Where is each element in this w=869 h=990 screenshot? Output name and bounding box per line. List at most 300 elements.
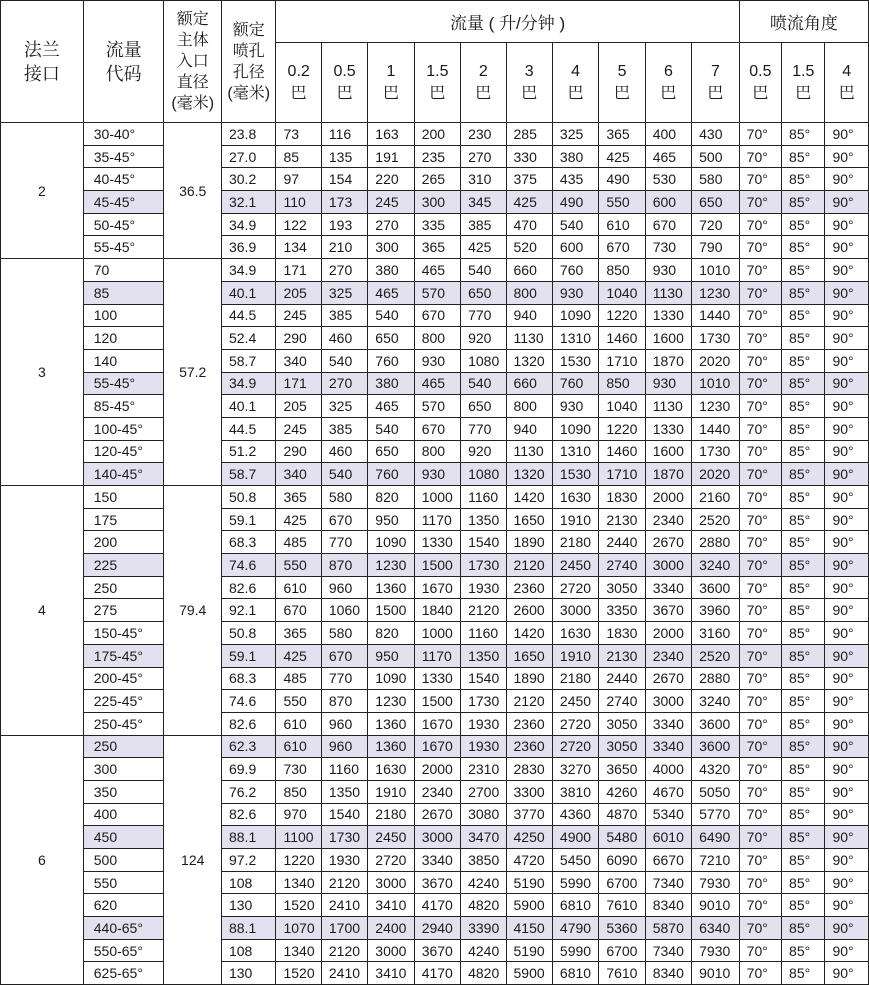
flow-cell: 1100 — [276, 826, 321, 849]
pressure-header-1: 0.5 巴 — [321, 43, 367, 123]
flow-cell: 1090 — [552, 417, 598, 440]
code-cell: 275 — [83, 599, 164, 622]
angle-cell: 90° — [825, 917, 869, 940]
flow-cell: 1090 — [552, 304, 598, 327]
flow-cell: 1700 — [321, 917, 367, 940]
angle-cell: 90° — [825, 690, 869, 713]
angle-cell: 70° — [739, 440, 781, 463]
flow-cell: 1330 — [645, 417, 691, 440]
code-cell: 450 — [83, 826, 164, 849]
flow-cell: 4900 — [552, 826, 598, 849]
flow-cell: 2520 — [692, 644, 740, 667]
flow-cell: 490 — [552, 191, 598, 214]
angle-group-header: 喷流角度 — [739, 1, 868, 43]
flow-cell: 1070 — [276, 917, 321, 940]
flow-cell: 116 — [321, 123, 367, 146]
flow-cell: 3240 — [692, 554, 740, 577]
flow-cell: 2000 — [414, 758, 460, 781]
flow-cell: 580 — [321, 622, 367, 645]
flow-cell: 122 — [276, 213, 321, 236]
flow-cell: 465 — [368, 281, 414, 304]
flow-cell: 2340 — [414, 780, 460, 803]
angle-cell: 85° — [782, 191, 825, 214]
code-cell: 150 — [83, 486, 164, 509]
flow-cell: 310 — [461, 168, 506, 191]
orifice-cell: 40.1 — [221, 281, 275, 304]
flow-cell: 5990 — [552, 939, 598, 962]
code-header: 流量 代码 — [83, 1, 164, 123]
angle-cell: 90° — [825, 644, 869, 667]
angle-cell: 70° — [739, 554, 781, 577]
angle-cell: 90° — [825, 327, 869, 350]
flow-cell: 2670 — [645, 667, 691, 690]
orifice-cell: 69.9 — [221, 758, 275, 781]
inlet-cell: 57.2 — [164, 259, 222, 486]
orifice-cell: 23.8 — [221, 123, 275, 146]
angle-cell: 85° — [782, 826, 825, 849]
flow-cell: 7930 — [692, 939, 740, 962]
flow-cell: 1360 — [368, 576, 414, 599]
flow-cell: 4670 — [645, 780, 691, 803]
flow-cell: 850 — [599, 259, 645, 282]
angle-cell: 70° — [739, 531, 781, 554]
flow-cell: 850 — [599, 372, 645, 395]
flow-cell: 1220 — [276, 849, 321, 872]
flow-cell: 300 — [368, 236, 414, 259]
flow-cell: 1910 — [368, 780, 414, 803]
flow-cell: 1870 — [645, 349, 691, 372]
flow-cell: 4000 — [645, 758, 691, 781]
flow-cell: 430 — [692, 123, 740, 146]
orifice-cell: 30.2 — [221, 168, 275, 191]
orifice-cell: 40.1 — [221, 395, 275, 418]
flow-cell: 230 — [461, 123, 506, 146]
flow-cell: 1090 — [368, 531, 414, 554]
angle-cell: 90° — [825, 735, 869, 758]
angle-cell: 70° — [739, 917, 781, 940]
angle-cell: 90° — [825, 236, 869, 259]
table-row — [1, 281, 869, 304]
pressure-header-6: 4 巴 — [552, 43, 598, 123]
pressure-header-0: 0.2 巴 — [276, 43, 321, 123]
flow-cell: 2120 — [506, 554, 552, 577]
flow-cell: 365 — [276, 622, 321, 645]
flow-cell: 1830 — [599, 486, 645, 509]
code-cell: 175-45° — [83, 644, 164, 667]
flow-cell: 2830 — [506, 758, 552, 781]
angle-cell: 90° — [825, 667, 869, 690]
code-cell: 250 — [83, 735, 164, 758]
flow-cell: 85 — [276, 145, 321, 168]
flow-cell: 1160 — [461, 486, 506, 509]
table-row — [1, 259, 869, 282]
angle-cell: 90° — [825, 508, 869, 531]
flow-cell: 134 — [276, 236, 321, 259]
flow-cell: 600 — [552, 236, 598, 259]
inlet-header: 额定 主体 入口 直径 (毫米) — [164, 1, 222, 123]
flow-cell: 930 — [414, 463, 460, 486]
flow-cell: 3000 — [414, 826, 460, 849]
flow-cell: 7930 — [692, 871, 740, 894]
flow-cell: 1730 — [692, 327, 740, 350]
flow-cell: 2740 — [599, 554, 645, 577]
flow-cell: 3300 — [506, 780, 552, 803]
orifice-cell: 50.8 — [221, 486, 275, 509]
table-row — [1, 712, 869, 735]
flow-cell: 650 — [461, 281, 506, 304]
orifice-cell: 58.7 — [221, 349, 275, 372]
flow-cell: 930 — [552, 395, 598, 418]
angle-cell: 90° — [825, 281, 869, 304]
flow-cell: 193 — [321, 213, 367, 236]
angle-cell: 90° — [825, 395, 869, 418]
flow-cell: 3390 — [461, 917, 506, 940]
flow-cell: 460 — [321, 327, 367, 350]
flow-cell: 1670 — [414, 712, 460, 735]
flow-cell: 570 — [414, 395, 460, 418]
flow-cell: 760 — [552, 259, 598, 282]
flow-cell: 5190 — [506, 939, 552, 962]
flow-cell: 500 — [692, 145, 740, 168]
angle-cell: 70° — [739, 962, 781, 985]
flow-cell: 1670 — [414, 576, 460, 599]
angle-cell: 70° — [739, 712, 781, 735]
flow-cell: 3470 — [461, 826, 506, 849]
flow-cell: 5190 — [506, 871, 552, 894]
flow-cell: 245 — [276, 417, 321, 440]
angle-cell: 85° — [782, 281, 825, 304]
angle-cell: 90° — [825, 712, 869, 735]
flow-cell: 465 — [645, 145, 691, 168]
flow-cell: 1520 — [276, 894, 321, 917]
code-cell: 120-45° — [83, 440, 164, 463]
flow-cell: 2520 — [692, 508, 740, 531]
header-row-top — [1, 1, 869, 43]
flow-cell: 800 — [506, 281, 552, 304]
inlet-cell: 79.4 — [164, 486, 222, 736]
angle-cell: 70° — [739, 780, 781, 803]
flow-cell: 3000 — [368, 939, 414, 962]
flow-cell: 385 — [321, 304, 367, 327]
flow-cell: 2670 — [645, 531, 691, 554]
flow-cell: 920 — [461, 440, 506, 463]
flow-cell: 97 — [276, 168, 321, 191]
flow-cell: 3670 — [414, 939, 460, 962]
angle-cell: 70° — [739, 281, 781, 304]
angle-cell: 85° — [782, 599, 825, 622]
flow-cell: 960 — [321, 712, 367, 735]
code-cell: 250 — [83, 576, 164, 599]
flow-cell: 1160 — [461, 622, 506, 645]
flow-cell: 465 — [368, 395, 414, 418]
flow-cell: 770 — [321, 667, 367, 690]
flow-cell: 2440 — [599, 667, 645, 690]
flow-cell: 1630 — [552, 622, 598, 645]
flow-cell: 1890 — [506, 531, 552, 554]
angle-cell: 70° — [739, 939, 781, 962]
angle-cell: 85° — [782, 939, 825, 962]
angle-cell: 90° — [825, 168, 869, 191]
table-row — [1, 395, 869, 418]
angle-pressure-header-0: 0.5 巴 — [739, 43, 781, 123]
angle-cell: 90° — [825, 123, 869, 146]
angle-cell: 70° — [739, 622, 781, 645]
inlet-cell: 36.5 — [164, 123, 222, 259]
code-cell: 40-45° — [83, 168, 164, 191]
flow-cell: 290 — [276, 440, 321, 463]
code-cell: 55-45° — [83, 372, 164, 395]
flow-cell: 2400 — [368, 917, 414, 940]
flow-cell: 1230 — [692, 281, 740, 304]
flow-cell: 2880 — [692, 531, 740, 554]
flow-cell: 4170 — [414, 894, 460, 917]
angle-pressure-header-2: 4 巴 — [825, 43, 869, 123]
flow-cell: 6010 — [645, 826, 691, 849]
flow-cell: 270 — [321, 372, 367, 395]
flow-cell: 5450 — [552, 849, 598, 872]
flow-cell: 2600 — [506, 599, 552, 622]
flow-cell: 3600 — [692, 735, 740, 758]
table-row — [1, 622, 869, 645]
code-cell: 140 — [83, 349, 164, 372]
flow-cell: 960 — [321, 735, 367, 758]
flow-cell: 2440 — [599, 531, 645, 554]
flow-cell: 920 — [461, 327, 506, 350]
angle-cell: 90° — [825, 803, 869, 826]
flow-cell: 1130 — [645, 395, 691, 418]
flow-cell: 3410 — [368, 962, 414, 985]
flow-cell: 1440 — [692, 304, 740, 327]
flow-cell: 2670 — [414, 803, 460, 826]
code-cell: 200-45° — [83, 667, 164, 690]
angle-cell: 70° — [739, 236, 781, 259]
flow-cell: 940 — [506, 417, 552, 440]
flow-cell: 154 — [321, 168, 367, 191]
flow-cell: 1220 — [599, 417, 645, 440]
flow-cell: 1230 — [368, 554, 414, 577]
flow-cell: 1160 — [321, 758, 367, 781]
angle-cell: 85° — [782, 395, 825, 418]
orifice-cell: 130 — [221, 894, 275, 917]
flow-cell: 1230 — [692, 395, 740, 418]
flow-cell: 850 — [276, 780, 321, 803]
orifice-cell: 27.0 — [221, 145, 275, 168]
table-row — [1, 849, 869, 872]
flow-cell: 385 — [321, 417, 367, 440]
orifice-cell: 82.6 — [221, 803, 275, 826]
flow-cell: 3650 — [599, 758, 645, 781]
flow-cell: 760 — [368, 463, 414, 486]
flow-cell: 4720 — [506, 849, 552, 872]
flow-cell: 960 — [321, 576, 367, 599]
flow-cell: 870 — [321, 690, 367, 713]
code-cell: 175 — [83, 508, 164, 531]
flow-cell: 3350 — [599, 599, 645, 622]
code-cell: 100 — [83, 304, 164, 327]
flow-cell: 1840 — [414, 599, 460, 622]
flow-cell: 720 — [692, 213, 740, 236]
table-row — [1, 327, 869, 350]
flow-cell: 730 — [276, 758, 321, 781]
flow-cell: 1340 — [276, 939, 321, 962]
flow-cell: 950 — [368, 644, 414, 667]
angle-cell: 85° — [782, 667, 825, 690]
flow-cell: 2310 — [461, 758, 506, 781]
angle-cell: 90° — [825, 349, 869, 372]
flow-cell: 6810 — [552, 894, 598, 917]
flow-cell: 800 — [414, 327, 460, 350]
flow-cell: 6090 — [599, 849, 645, 872]
orifice-cell: 74.6 — [221, 690, 275, 713]
flow-cell: 3340 — [645, 712, 691, 735]
flow-cell: 191 — [368, 145, 414, 168]
flow-cell: 870 — [321, 554, 367, 577]
angle-cell: 70° — [739, 576, 781, 599]
flow-cell: 1650 — [506, 644, 552, 667]
flow-cell: 1890 — [506, 667, 552, 690]
table-row — [1, 576, 869, 599]
angle-cell: 90° — [825, 894, 869, 917]
code-cell: 225-45° — [83, 690, 164, 713]
angle-cell: 85° — [782, 417, 825, 440]
flow-cell: 1460 — [599, 327, 645, 350]
flow-cell: 570 — [414, 281, 460, 304]
flow-cell: 1130 — [506, 327, 552, 350]
flow-cell: 9010 — [692, 894, 740, 917]
flow-cell: 1420 — [506, 622, 552, 645]
flow-cell: 270 — [321, 259, 367, 282]
table-row — [1, 145, 869, 168]
flow-cell: 2450 — [552, 554, 598, 577]
angle-cell: 70° — [739, 304, 781, 327]
flow-cell: 285 — [506, 123, 552, 146]
flow-cell: 3410 — [368, 894, 414, 917]
angle-cell: 85° — [782, 304, 825, 327]
flow-cell: 425 — [506, 191, 552, 214]
flow-cell: 2740 — [599, 690, 645, 713]
flange-cell: 3 — [1, 259, 84, 486]
flow-cell: 365 — [414, 236, 460, 259]
flow-cell: 3050 — [599, 712, 645, 735]
flow-cell: 600 — [645, 191, 691, 214]
angle-cell: 70° — [739, 145, 781, 168]
flow-cell: 470 — [506, 213, 552, 236]
orifice-cell: 88.1 — [221, 917, 275, 940]
flow-cell: 345 — [461, 191, 506, 214]
flow-cell: 610 — [599, 213, 645, 236]
flow-cell: 163 — [368, 123, 414, 146]
angle-cell: 85° — [782, 508, 825, 531]
flow-cell: 1130 — [506, 440, 552, 463]
flow-cell: 205 — [276, 395, 321, 418]
flow-cell: 1540 — [461, 667, 506, 690]
flow-cell: 670 — [414, 304, 460, 327]
pressure-header-9: 7 巴 — [692, 43, 740, 123]
flow-cell: 1010 — [692, 372, 740, 395]
flow-cell: 540 — [461, 372, 506, 395]
angle-cell: 70° — [739, 849, 781, 872]
angle-cell: 70° — [739, 123, 781, 146]
flow-cell: 1630 — [552, 486, 598, 509]
angle-cell: 70° — [739, 417, 781, 440]
orifice-cell: 34.9 — [221, 213, 275, 236]
flow-cell: 3270 — [552, 758, 598, 781]
flow-cell: 1040 — [599, 281, 645, 304]
flow-cell: 1870 — [645, 463, 691, 486]
orifice-cell: 108 — [221, 871, 275, 894]
flow-cell: 800 — [414, 440, 460, 463]
angle-cell: 70° — [739, 826, 781, 849]
flow-cell: 1310 — [552, 327, 598, 350]
flow-cell: 550 — [599, 191, 645, 214]
orifice-cell: 52.4 — [221, 327, 275, 350]
flow-cell: 1350 — [461, 644, 506, 667]
flow-cell: 1910 — [552, 508, 598, 531]
flow-cell: 1930 — [461, 735, 506, 758]
flow-cell: 760 — [368, 349, 414, 372]
flow-cell: 1830 — [599, 622, 645, 645]
angle-cell: 85° — [782, 349, 825, 372]
angle-cell: 90° — [825, 191, 869, 214]
angle-cell: 85° — [782, 123, 825, 146]
table-row — [1, 690, 869, 713]
angle-cell: 85° — [782, 803, 825, 826]
table-row — [1, 486, 869, 509]
flow-cell: 220 — [368, 168, 414, 191]
angle-cell: 85° — [782, 780, 825, 803]
flow-cell: 670 — [414, 417, 460, 440]
table-row — [1, 213, 869, 236]
code-cell: 620 — [83, 894, 164, 917]
flow-cell: 1080 — [461, 349, 506, 372]
orifice-cell: 32.1 — [221, 191, 275, 214]
flow-cell: 1360 — [368, 712, 414, 735]
code-cell: 400 — [83, 803, 164, 826]
flow-cell: 5900 — [506, 894, 552, 917]
orifice-cell: 51.2 — [221, 440, 275, 463]
flow-cell: 1930 — [461, 576, 506, 599]
flow-cell: 73 — [276, 123, 321, 146]
flow-cell: 6340 — [692, 917, 740, 940]
flow-cell: 610 — [276, 735, 321, 758]
flow-group-header: 流量 ( 升/分钟 ) — [276, 1, 739, 43]
angle-cell: 85° — [782, 327, 825, 350]
flow-cell: 2130 — [599, 508, 645, 531]
flow-cell: 3960 — [692, 599, 740, 622]
flow-cell: 3340 — [645, 576, 691, 599]
angle-cell: 90° — [825, 259, 869, 282]
angle-cell: 85° — [782, 622, 825, 645]
flow-cell: 173 — [321, 191, 367, 214]
flow-cell: 3600 — [692, 712, 740, 735]
flow-cell: 6490 — [692, 826, 740, 849]
angle-cell: 70° — [739, 463, 781, 486]
orifice-cell: 82.6 — [221, 576, 275, 599]
flow-cell: 1420 — [506, 486, 552, 509]
flow-cell: 2720 — [552, 576, 598, 599]
orifice-cell: 76.2 — [221, 780, 275, 803]
flow-cell: 660 — [506, 372, 552, 395]
flow-cell: 1000 — [414, 486, 460, 509]
flow-cell: 4870 — [599, 803, 645, 826]
table-row — [1, 803, 869, 826]
angle-cell: 85° — [782, 644, 825, 667]
angle-cell: 85° — [782, 213, 825, 236]
flow-cell: 485 — [276, 667, 321, 690]
flow-cell: 1730 — [321, 826, 367, 849]
flow-cell: 3340 — [645, 735, 691, 758]
flow-cell: 380 — [368, 372, 414, 395]
